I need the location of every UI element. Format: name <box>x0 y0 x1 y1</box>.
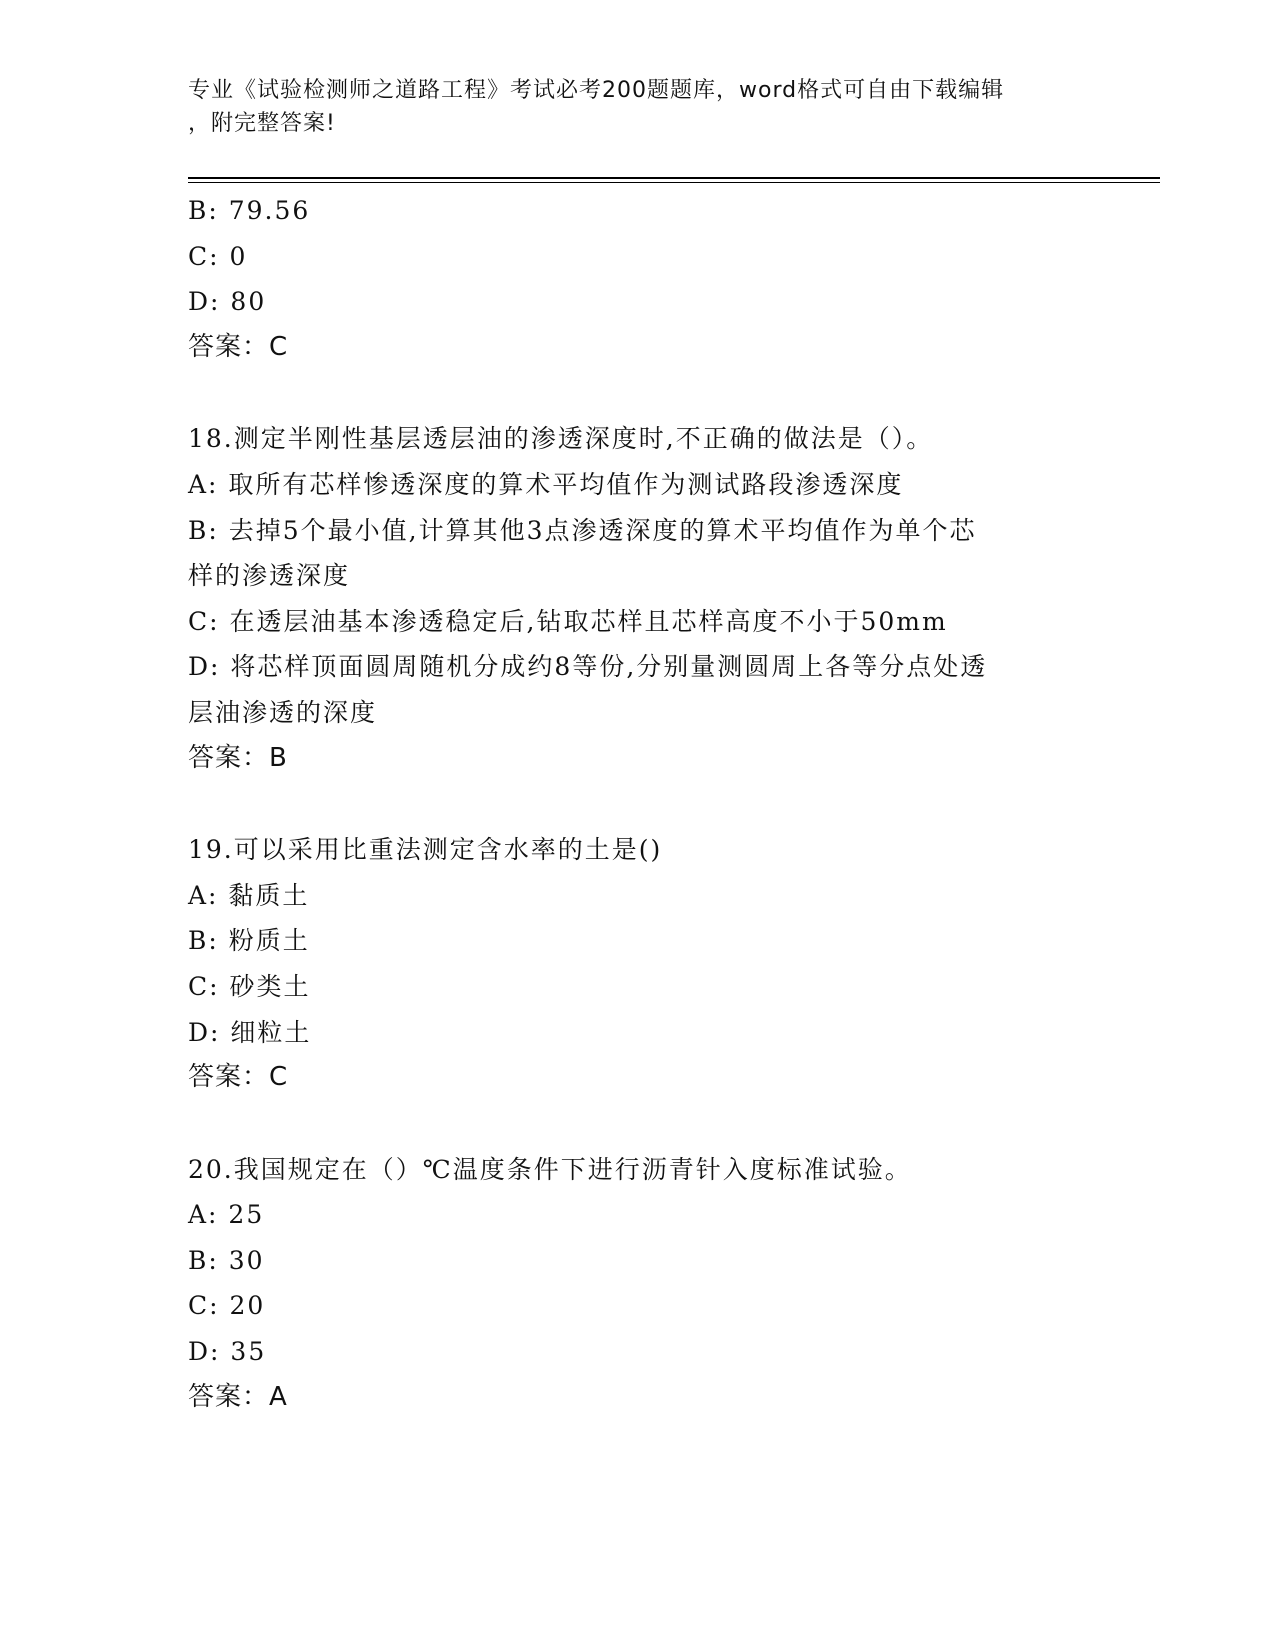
option-a: A: 黏质土 <box>188 880 310 910</box>
option-b: B: 粉质土 <box>188 926 310 956</box>
question-20 <box>188 1147 1088 1421</box>
option-d: D: 80 <box>188 287 267 317</box>
option-b: B: 去掉5个最小值,计算其他3点渗透深度的算术平均值作为单个芯 <box>188 515 977 545</box>
answer: 答案：C <box>188 1062 289 1093</box>
spacer <box>188 1101 1088 1147</box>
question-18 <box>188 416 1088 781</box>
header-title-line1: 专业《试验检测师之道路工程》考试必考200题题库，word格式可自由下载编辑 <box>188 78 1005 103</box>
option-c: C: 20 <box>188 1291 266 1321</box>
question-17-tail <box>188 188 1088 370</box>
option-d-continued: 层油渗透的深度 <box>188 697 378 727</box>
question-text: 18.测定半刚性基层透层油的渗透深度时,不正确的做法是（）。 <box>188 424 934 454</box>
page-header <box>188 74 1068 140</box>
option-c: C: 0 <box>188 241 248 271</box>
spacer <box>188 370 1088 416</box>
option-d: D: 将芯样顶面圆周随机分成约8等份,分别量测圆周上各等分点处透 <box>188 652 988 682</box>
option-d: D: 细粒土 <box>188 1017 312 1047</box>
header-divider-thin <box>188 182 1160 183</box>
option-a: A: 取所有芯样惨透深度的算术平均值作为测试路段渗透深度 <box>188 469 904 499</box>
option-a: A: 25 <box>188 1200 265 1230</box>
question-text: 20.我国规定在（）℃温度条件下进行沥青针入度标准试验。 <box>188 1154 912 1184</box>
question-19 <box>188 827 1088 1101</box>
option-c: C: 砂类土 <box>188 971 311 1001</box>
spacer <box>188 781 1088 827</box>
option-c: C: 在透层油基本渗透稳定后,钻取芯样且芯样高度不小于50mm <box>188 606 948 636</box>
header-divider-thick <box>188 177 1160 179</box>
header-title-line2: ，附完整答案! <box>188 111 336 136</box>
option-d: D: 35 <box>188 1337 267 1367</box>
answer: 答案：C <box>188 331 289 362</box>
answer: 答案：B <box>188 742 288 773</box>
question-content <box>188 188 1088 1420</box>
option-b: B: 79.56 <box>188 196 311 225</box>
option-b: B: 30 <box>188 1245 265 1275</box>
option-b-continued: 样的渗透深度 <box>188 561 351 591</box>
question-text: 19.可以采用比重法测定含水率的土是() <box>188 835 663 865</box>
answer: 答案：A <box>188 1381 288 1412</box>
